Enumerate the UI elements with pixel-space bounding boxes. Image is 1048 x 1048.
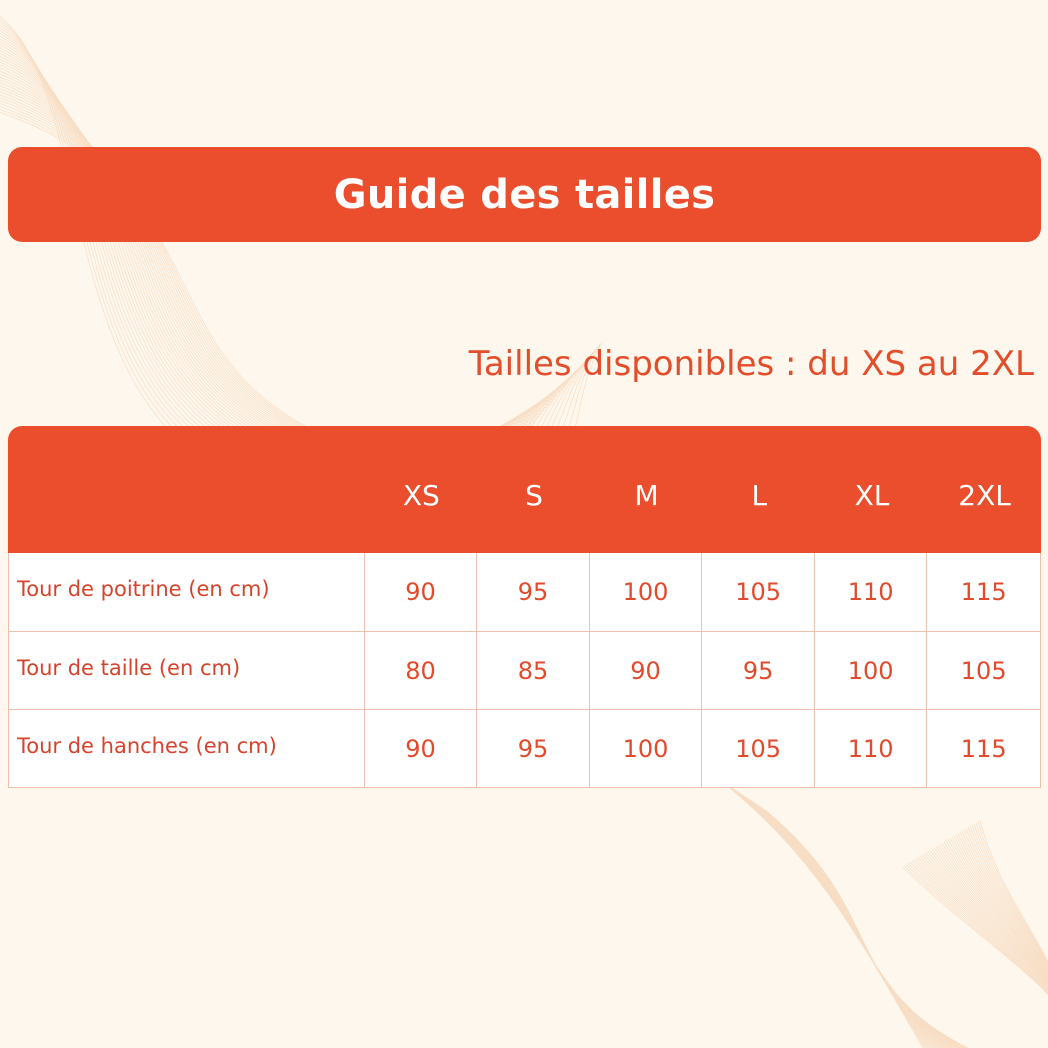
row-label-chest: Tour de poitrine (en cm) [9,553,365,631]
size-header-l: L [751,479,768,512]
table-cell: 100 [590,710,703,787]
size-header-xs: XS [402,479,440,512]
table-cell: 90 [365,710,478,787]
size-header-xl: XL [854,479,890,512]
table-header-row [8,426,1041,553]
table-cell: 90 [590,632,703,709]
table-cell: 80 [365,632,478,709]
size-header-s: S [525,479,543,512]
table-row-hips [9,709,1040,787]
table-cell: 90 [365,553,478,631]
row-label-hips: Tour de hanches (en cm) [9,710,365,787]
table-cell: 110 [815,710,928,787]
table-body [8,553,1041,788]
page-title: Guide des tailles [333,171,716,218]
table-cell: 85 [477,632,590,709]
available-sizes-subtitle: Tailles disponibles : du XS au 2XL [468,344,1034,384]
table-cell: 105 [702,553,815,631]
table-row-chest [9,553,1040,631]
table-cell: 115 [960,734,1007,763]
table-cell: 100 [590,553,703,631]
table-row-waist [9,631,1040,709]
size-chart-table [8,426,1041,788]
size-header-m: M [634,479,659,512]
size-header-2xl: 2XL [958,479,1011,512]
row-label-waist: Tour de taille (en cm) [9,632,365,709]
table-cell: 95 [477,710,590,787]
table-cell: 95 [702,632,815,709]
table-cell: 115 [960,578,1007,606]
header-empty-cell [8,426,365,553]
table-cell: 110 [815,553,928,631]
table-cell: 100 [815,632,928,709]
title-banner [8,147,1041,242]
table-cell: 105 [960,656,1007,685]
table-cell: 105 [702,710,815,787]
table-cell: 95 [477,553,590,631]
